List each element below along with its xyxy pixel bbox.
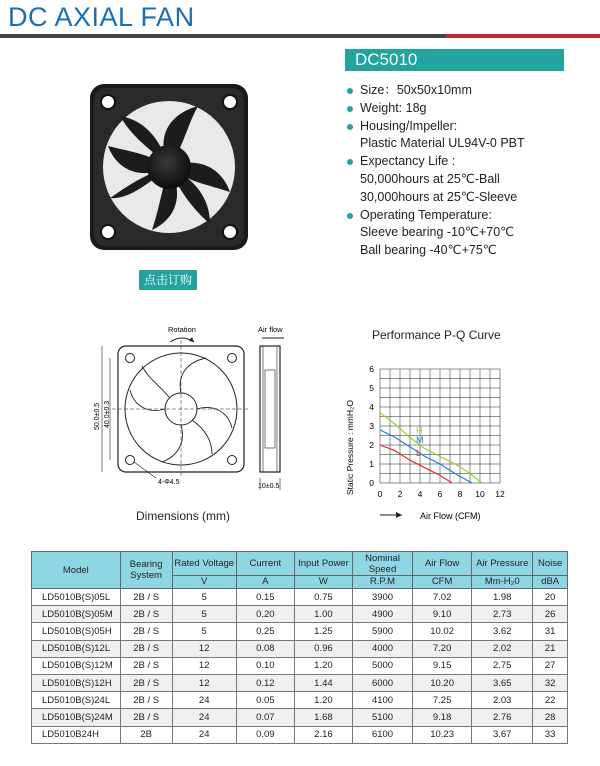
chart-series xyxy=(380,413,482,483)
spec-item: Housing/Impeller: xyxy=(345,118,595,136)
unit-voltage: V xyxy=(172,576,236,589)
spec-item: Size：50x50x10mm xyxy=(345,82,595,100)
dimension-drawing xyxy=(82,320,292,508)
table-cell: 24 xyxy=(172,709,236,726)
header-power: Input Power xyxy=(294,552,352,576)
chart-ticks xyxy=(369,364,505,499)
model-badge: DC5010 xyxy=(345,49,564,71)
table-row xyxy=(32,640,568,657)
table-row xyxy=(32,606,568,623)
depth-label: 10±0.5 xyxy=(258,483,280,490)
table-cell: 3.65 xyxy=(472,674,533,691)
table-cell: 2.76 xyxy=(472,709,533,726)
spec-item: Expectancy Life : xyxy=(345,153,595,171)
table-row xyxy=(32,726,568,743)
table-cell: 0.05 xyxy=(236,692,294,709)
model-cell: LD5010B24H xyxy=(32,726,121,743)
rotation-label: Rotation xyxy=(168,325,196,334)
bullet-icon xyxy=(347,124,353,130)
table-cell: 31 xyxy=(533,623,568,640)
table-cell: 26 xyxy=(533,606,568,623)
series-label-h: H xyxy=(416,425,423,436)
header-model: Model xyxy=(32,552,121,589)
table-cell: 0.10 xyxy=(236,657,294,674)
table-cell: 2B / S xyxy=(120,606,172,623)
table-cell: 0.12 xyxy=(236,674,294,691)
model-cell: LD5010B(S)24M xyxy=(32,709,121,726)
table-cell: 12 xyxy=(172,640,236,657)
table-body xyxy=(32,589,568,744)
x-tick-label: 0 xyxy=(377,489,383,499)
table-cell: 5100 xyxy=(352,709,412,726)
table-cell: 3900 xyxy=(352,589,412,606)
table-cell: 2B / S xyxy=(120,692,172,709)
model-cell: LD5010B(S)05M xyxy=(32,606,121,623)
table-cell: 4100 xyxy=(352,692,412,709)
table-cell: 2B / S xyxy=(120,709,172,726)
table-cell: 9.15 xyxy=(413,657,472,674)
spec-item: 50,000hours at 25℃-Ball xyxy=(360,171,500,186)
table-cell: 2.75 xyxy=(472,657,533,674)
dimensions-caption: Dimensions (mm) xyxy=(136,509,231,523)
table-cell: 2B xyxy=(120,726,172,743)
header-accent-bar xyxy=(446,34,600,38)
model-cell: LD5010B(S)05L xyxy=(32,589,121,606)
table-cell: 0.15 xyxy=(236,589,294,606)
table-row xyxy=(32,692,568,709)
width-dimension-label: 50.0±0.5 xyxy=(94,402,101,430)
table-cell: 21 xyxy=(533,640,568,657)
y-tick-label: 6 xyxy=(369,364,374,374)
spec-item: 30,000hours at 25℃-Sleeve xyxy=(360,189,518,204)
table-row xyxy=(32,623,568,640)
spec-item: Sleeve bearing -10℃+70℃ xyxy=(360,225,515,240)
x-axis-label: Air Flow (CFM) xyxy=(420,511,481,521)
table-cell: 7.25 xyxy=(413,692,472,709)
unit-power: W xyxy=(294,576,352,589)
header-pressure: Air Pressure xyxy=(472,552,533,576)
spec-table xyxy=(31,551,568,744)
table-cell: 3.67 xyxy=(472,726,533,743)
header-noise: Noise xyxy=(533,552,568,576)
spec-list xyxy=(345,82,595,260)
table-cell: 0.09 xyxy=(236,726,294,743)
series-line-h xyxy=(380,413,482,483)
table-cell: 5 xyxy=(172,589,236,606)
holes-label: 4-Φ4.5 xyxy=(158,479,180,486)
y-tick-label: 1 xyxy=(369,459,374,469)
y-tick-label: 4 xyxy=(369,402,374,412)
table-cell: 1.20 xyxy=(294,692,352,709)
table-cell: 0.20 xyxy=(236,606,294,623)
table-cell: 5000 xyxy=(352,657,412,674)
table-cell: 5 xyxy=(172,606,236,623)
unit-current: A xyxy=(236,576,294,589)
y-tick-label: 3 xyxy=(369,421,374,431)
table-cell: 0.96 xyxy=(294,640,352,657)
header-speed: Nominal Speed xyxy=(352,552,412,576)
model-cell: LD5010B(S)12L xyxy=(32,640,121,657)
table-cell: 9.10 xyxy=(413,606,472,623)
table-cell: 9.18 xyxy=(413,709,472,726)
table-row xyxy=(32,657,568,674)
header-current: Current xyxy=(236,552,294,576)
table-cell: 6000 xyxy=(352,674,412,691)
fan-product-image xyxy=(86,80,254,256)
spec-item: Weight: 18g xyxy=(345,100,595,118)
table-cell: 33 xyxy=(533,726,568,743)
table-cell: 10.02 xyxy=(413,623,472,640)
pq-chart xyxy=(330,345,590,525)
table-row xyxy=(32,589,568,606)
table-cell: 7.02 xyxy=(413,589,472,606)
table-row xyxy=(32,674,568,691)
unit-speed: R.P.M xyxy=(352,576,412,589)
series-label-m: M xyxy=(416,434,424,445)
table-cell: 4000 xyxy=(352,640,412,657)
airflow-label: Air flow xyxy=(258,325,283,334)
table-cell: 0.08 xyxy=(236,640,294,657)
spec-item: Ball bearing -40℃+75℃ xyxy=(360,243,497,258)
table-cell: 2.16 xyxy=(294,726,352,743)
y-tick-label: 5 xyxy=(369,383,374,393)
table-cell: 24 xyxy=(172,692,236,709)
table-cell: 2B / S xyxy=(120,657,172,674)
spec-item: Operating Temperature: xyxy=(345,207,595,225)
table-header-row xyxy=(32,552,568,576)
model-cell: LD5010B(S)12M xyxy=(32,657,121,674)
x-tick-label: 4 xyxy=(417,489,423,499)
unit-noise: dBA xyxy=(533,576,568,589)
page-title: DC AXIAL FAN xyxy=(8,2,195,32)
x-tick-label: 2 xyxy=(397,489,403,499)
bullet-icon xyxy=(347,213,353,219)
table-cell: 1.20 xyxy=(294,657,352,674)
table-cell: 1.00 xyxy=(294,606,352,623)
model-cell: LD5010B(S)24L xyxy=(32,692,121,709)
table-cell: 20 xyxy=(533,589,568,606)
table-cell: 28 xyxy=(533,709,568,726)
bullet-icon xyxy=(347,88,353,94)
x-tick-label: 8 xyxy=(457,489,463,499)
table-cell: 2B / S xyxy=(120,589,172,606)
unit-pressure: Mm-H₂0 xyxy=(472,576,533,589)
table-cell: 12 xyxy=(172,657,236,674)
unit-airflow: CFM xyxy=(413,576,472,589)
table-cell: 0.75 xyxy=(294,589,352,606)
table-cell: 2.73 xyxy=(472,606,533,623)
table-cell: 27 xyxy=(533,657,568,674)
table-cell: 5900 xyxy=(352,623,412,640)
table-cell: 1.98 xyxy=(472,589,533,606)
x-tick-label: 10 xyxy=(475,489,485,499)
header-airflow: Air Flow xyxy=(413,552,472,576)
buy-button[interactable]: 点击订购 xyxy=(139,270,197,290)
table-cell: 2.03 xyxy=(472,692,533,709)
header-bearing: Bearing System xyxy=(120,552,172,589)
model-cell: LD5010B(S)05H xyxy=(32,623,121,640)
spec-item: Plastic Material UL94V-0 PBT xyxy=(360,136,525,151)
series-label-l: L xyxy=(416,448,422,459)
table-row xyxy=(32,709,568,726)
table-cell: 10.23 xyxy=(413,726,472,743)
table-cell: 2B / S xyxy=(120,674,172,691)
bullet-icon xyxy=(347,106,353,112)
table-cell: 6100 xyxy=(352,726,412,743)
table-cell: 2.02 xyxy=(472,640,533,657)
table-cell: 4900 xyxy=(352,606,412,623)
table-cell: 22 xyxy=(533,692,568,709)
table-cell: 32 xyxy=(533,674,568,691)
bullet-icon xyxy=(347,159,353,165)
chart-title: Performance P-Q Curve xyxy=(372,328,501,342)
hole-spacing-label: 40.0±0.3 xyxy=(104,400,111,428)
y-tick-label: 2 xyxy=(369,440,374,450)
table-cell: 24 xyxy=(172,726,236,743)
y-axis-label: Static Pressure : mmH₂O xyxy=(345,400,355,495)
table-cell: 5 xyxy=(172,623,236,640)
table-cell: 2B / S xyxy=(120,623,172,640)
table-cell: 3.62 xyxy=(472,623,533,640)
x-tick-label: 12 xyxy=(495,489,505,499)
table-cell: 7.20 xyxy=(413,640,472,657)
x-tick-label: 6 xyxy=(437,489,443,499)
table-cell: 12 xyxy=(172,674,236,691)
header-voltage: Rated Voltage xyxy=(172,552,236,576)
table-cell: 2B / S xyxy=(120,640,172,657)
y-tick-label: 0 xyxy=(369,478,374,488)
table-cell: 0.07 xyxy=(236,709,294,726)
model-cell: LD5010B(S)12H xyxy=(32,674,121,691)
table-cell: 1.25 xyxy=(294,623,352,640)
series-line-m xyxy=(380,430,472,483)
table-cell: 10.20 xyxy=(413,674,472,691)
table-cell: 1.44 xyxy=(294,674,352,691)
table-cell: 0.25 xyxy=(236,623,294,640)
table-cell: 1.68 xyxy=(294,709,352,726)
